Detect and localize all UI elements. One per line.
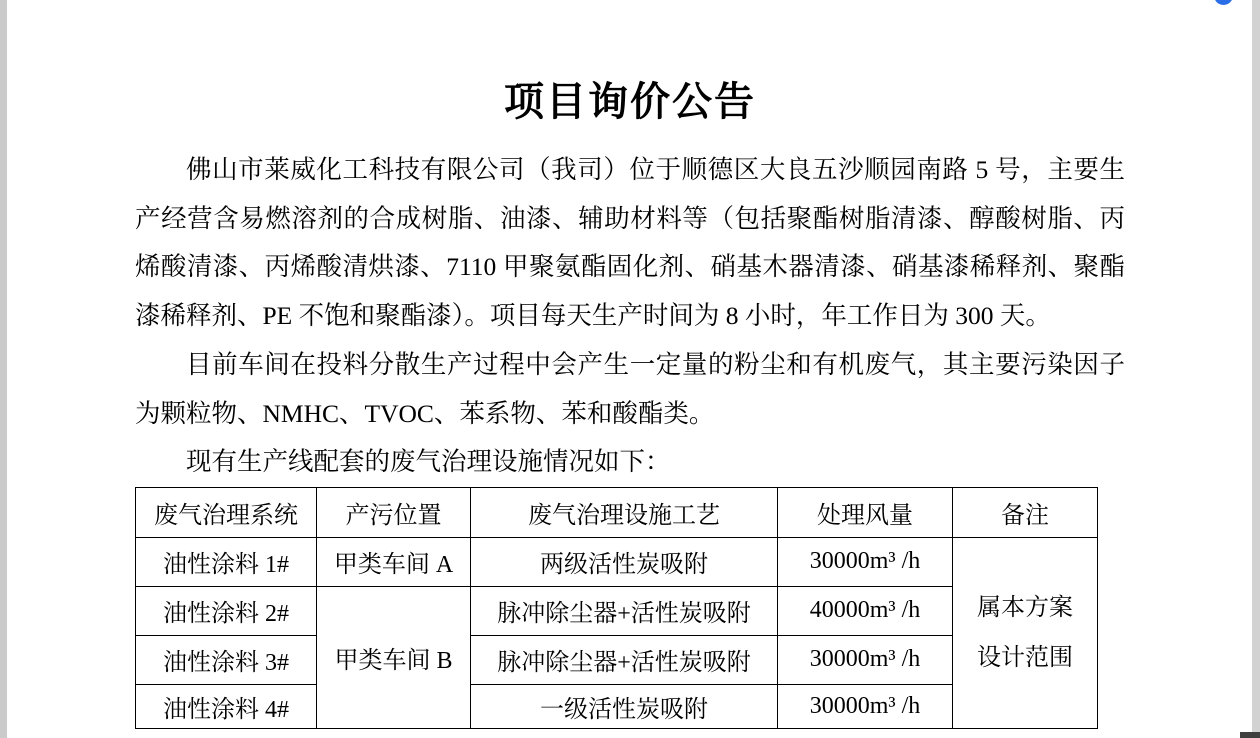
col-header-remark: 备注 [953,487,1098,537]
remark-line-1: 属本方案 [977,594,1073,621]
cell-system: 油性涂料 1# [136,537,317,586]
cell-process: 脉冲除尘器+活性炭吸附 [471,635,778,684]
cell-location: 甲类车间 A [317,537,471,586]
page-title: 项目询价公告 [504,79,756,124]
vertical-scrollbar[interactable] [1252,0,1260,738]
cell-remark-merged [953,537,1098,728]
waste-gas-treatment-table [135,487,1098,729]
paragraph-table-lead-in: 现有生产线配套的废气治理设施情况如下： [186,447,671,477]
paragraph-company-intro: 佛山市莱威化工科技有限公司（我司）位于顺德区大良五沙顺园南路 5 号，主要生产经营含易燃溶剂的合成树脂、油漆、辅助材料等（包括聚酯树脂清漆、醇酸树脂、丙烯酸清漆、丙烯酸清烘漆、7110 甲聚氨酯固化剂、硝基木器清漆、硝基漆稀释剂、聚酯漆稀释剂、PE 不饱和聚酯漆）。项目每天生产时间为 8 小时，年工作日为 300 天。 [135,155,1125,331]
table-row [136,537,1098,586]
cell-process: 脉冲除尘器+活性炭吸附 [471,586,778,635]
cell-system: 油性涂料 2# [136,586,317,635]
remark-line-2: 设计范围 [977,644,1073,671]
cell-airflow: 30000m³ /h [778,537,953,586]
col-header-process: 废气治理设施工艺 [471,487,778,537]
cell-location-merged: 甲类车间 B [317,586,471,728]
cell-airflow: 40000m³ /h [778,586,953,635]
page-margin-left [0,0,7,738]
col-header-airflow: 处理风量 [778,487,953,537]
cell-airflow: 30000m³ /h [778,635,953,684]
col-header-location: 产污位置 [317,487,471,537]
document-body [135,146,1125,729]
cell-system: 油性涂料 3# [136,635,317,684]
document-page [7,0,1252,738]
cell-system: 油性涂料 4# [136,684,317,728]
col-header-system: 废气治理系统 [136,487,317,537]
table-header-row [136,487,1098,537]
scrollbar-corner [1240,732,1260,738]
paragraph-pollutants: 目前车间在投料分散生产过程中会产生一定量的粉尘和有机废气，其主要污染因子为颗粒物、NMHC、TVOC、苯系物、苯和酸酯类。 [135,349,1125,428]
document-content [135,0,1125,729]
cell-process: 一级活性炭吸附 [471,684,778,728]
cell-process: 两级活性炭吸附 [471,537,778,586]
cell-airflow: 30000m³ /h [778,684,953,728]
